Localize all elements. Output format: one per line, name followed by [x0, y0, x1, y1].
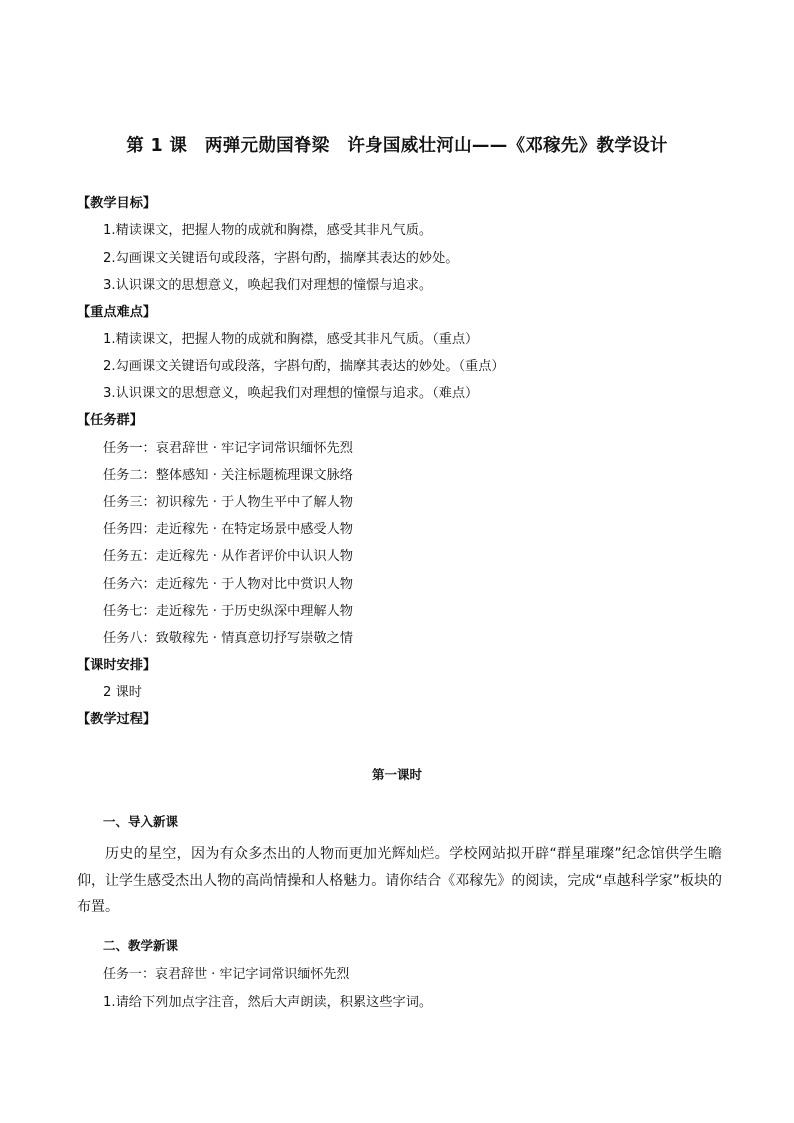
task-item: 任务四：走近稼先 · 在特定场景中感受人物: [103, 522, 353, 537]
task-item: 任务三：初识稼先 · 于人物生平中了解人物: [103, 495, 353, 510]
task-item: 任务八：致敬稼先 · 情真意切抒写崇敬之情: [103, 631, 353, 646]
task-item: 任务六：走近稼先 · 于人物对比中赏识人物: [103, 577, 353, 592]
lesson-title: 第一课时: [371, 767, 422, 782]
key-point-item: 1.精读课文，把握人物的成就和胸襟，感受其非凡气质。（重点）: [103, 332, 479, 347]
task-one-heading: 任务一：哀君辞世 · 牢记字词常识缅怀先烈: [103, 967, 350, 982]
section-heading-goals: 【教学目标】: [77, 196, 157, 211]
task-item: 任务五：走近稼先 · 从作者评价中认识人物: [103, 549, 353, 564]
new-lesson-heading: 二、教学新课: [103, 938, 179, 953]
task-item: 任务七：走近稼先 · 于历史纵深中理解人物: [103, 604, 353, 619]
intro-paragraph: 历史的星空，因为有众多杰出的人物而更加光辉灿烂。学校网站拟开辟“群星璀璨”纪念馆供学生瞻仰，让学生感受杰出人物的高尚情操和人格魅力。请你结合《邓稼先》的阅读，完成“卓越科学家”板块的布置。: [77, 846, 722, 915]
section-heading-tasks: 【任务群】: [77, 413, 143, 428]
schedule-value: 2 课时: [103, 685, 142, 700]
task-item: 任务一：哀君辞世 · 牢记字词常识缅怀先烈: [103, 441, 353, 456]
goal-item: 2.勾画课文关键语句或段落，字斟句酌，揣摩其表达的妙处。: [103, 251, 459, 266]
goal-item: 1.精读课文，把握人物的成就和胸襟，感受其非凡气质。: [103, 223, 433, 238]
section-heading-process: 【教学过程】: [77, 712, 157, 727]
section-heading-schedule: 【课时安排】: [77, 658, 157, 673]
key-point-item: 2.勾画课文关键语句或段落，字斟句酌，揣摩其表达的妙处。（重点）: [103, 359, 505, 374]
section-heading-key-points: 【重点难点】: [77, 305, 157, 320]
exercise-instruction: 1.请给下列加点字注音，然后大声朗读，积累这些字词。: [103, 995, 433, 1010]
key-point-item: 3.认识课文的思想意义，唤起我们对理想的憧憬与追求。（难点）: [103, 386, 479, 401]
goal-item: 3.认识课文的思想意义，唤起我们对理想的憧憬与追求。: [103, 278, 433, 293]
intro-heading: 一、导入新课: [103, 814, 179, 829]
document-title: 第 1 课 两弹元勋国脊梁 许身国威壮河山——《邓稼先》教学设计: [126, 136, 668, 156]
task-item: 任务二：整体感知 · 关注标题梳理课文脉络: [103, 468, 353, 483]
